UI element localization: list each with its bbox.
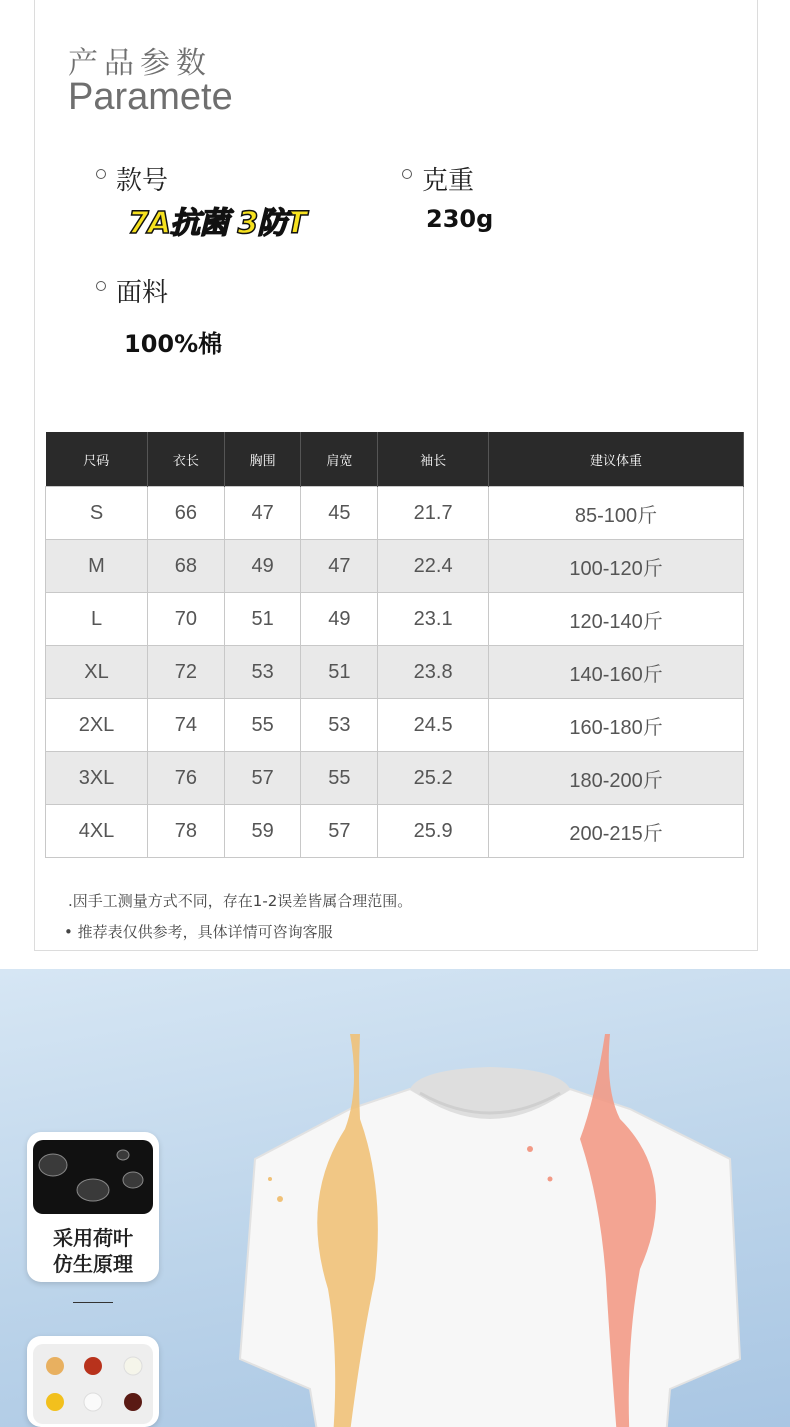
measurement-note: .因手工测量方式不同，存在1-2误差皆属合理范围。 (68, 892, 413, 910)
table-cell: 22.4 (378, 540, 489, 593)
table-row (46, 593, 744, 646)
table-row (46, 752, 744, 805)
table-cell: 3XL (46, 752, 148, 805)
bullet-icon (402, 169, 412, 179)
feature-card-line2: 仿生原理 (53, 1252, 133, 1276)
table-cell: 78 (148, 805, 225, 858)
header-sleeve: 袖长 (378, 432, 489, 487)
header-length: 衣长 (148, 432, 225, 487)
table-cell: 68 (148, 540, 225, 593)
table-cell: 49 (301, 593, 378, 646)
table-row (46, 699, 744, 752)
table-cell: 4XL (46, 805, 148, 858)
table-cell: L (46, 593, 148, 646)
fabric-value: 100%棉 (124, 330, 223, 358)
tshirt-illustration (210, 1029, 770, 1427)
header-chest: 胸围 (224, 432, 301, 487)
weight-value: 230g (426, 205, 494, 233)
reference-note: • 推荐表仅供参考，具体详情可咨询客服 (64, 923, 333, 941)
feature-card-stains (27, 1336, 159, 1427)
table-row (46, 487, 744, 540)
table-cell: 51 (224, 593, 301, 646)
table-cell: 100-120斤 (489, 540, 744, 593)
style-value: 7A抗菌 3防T (128, 206, 306, 241)
table-cell: 66 (148, 487, 225, 540)
table-cell: 70 (148, 593, 225, 646)
table-cell: 47 (301, 540, 378, 593)
param-weight (402, 160, 474, 197)
table-header-row (46, 432, 744, 487)
section-title-en: Paramete (68, 76, 233, 118)
fabric-label: 面料 (116, 278, 169, 308)
feature-card-lotus (27, 1132, 159, 1282)
table-row (46, 805, 744, 858)
table-cell: 85-100斤 (489, 487, 744, 540)
header-weight: 建议体重 (489, 432, 744, 487)
table-cell: 23.8 (378, 646, 489, 699)
table-cell: 24.5 (378, 699, 489, 752)
feature-card-line1: 采用荷叶 (53, 1226, 133, 1250)
table-cell: M (46, 540, 148, 593)
style-label: 款号 (116, 166, 169, 196)
table-cell: 74 (148, 699, 225, 752)
feature-card-divider (73, 1302, 113, 1303)
product-photo (0, 969, 790, 1427)
table-cell: 180-200斤 (489, 752, 744, 805)
table-cell: 53 (301, 699, 378, 752)
table-row (46, 646, 744, 699)
stain-samples-image (33, 1344, 153, 1424)
table-cell: 76 (148, 752, 225, 805)
table-cell: 72 (148, 646, 225, 699)
table-cell: 57 (224, 752, 301, 805)
table-cell: 49 (224, 540, 301, 593)
table-cell: 59 (224, 805, 301, 858)
table-cell: 140-160斤 (489, 646, 744, 699)
table-cell: XL (46, 646, 148, 699)
table-cell: 25.2 (378, 752, 489, 805)
table-cell: 25.9 (378, 805, 489, 858)
table-cell: 200-215斤 (489, 805, 744, 858)
table-cell: S (46, 487, 148, 540)
table-cell: 23.1 (378, 593, 489, 646)
table-cell: 57 (301, 805, 378, 858)
weight-label: 克重 (422, 166, 475, 196)
table-row (46, 540, 744, 593)
param-fabric (96, 272, 168, 309)
table-cell: 55 (301, 752, 378, 805)
table-cell: 120-140斤 (489, 593, 744, 646)
table-cell: 51 (301, 646, 378, 699)
header-size: 尺码 (46, 432, 148, 487)
table-cell: 53 (224, 646, 301, 699)
table-cell: 47 (224, 487, 301, 540)
table-cell: 45 (301, 487, 378, 540)
table-cell: 21.7 (378, 487, 489, 540)
table-cell: 55 (224, 699, 301, 752)
header-shoulder: 肩宽 (301, 432, 378, 487)
table-cell: 2XL (46, 699, 148, 752)
table-cell: 160-180斤 (489, 699, 744, 752)
bullet-icon (96, 169, 106, 179)
water-droplets-image (33, 1140, 153, 1214)
size-table (45, 432, 744, 858)
param-style (96, 160, 168, 197)
bullet-icon (96, 281, 106, 291)
section-title-cn: 产品参数 (68, 46, 212, 81)
